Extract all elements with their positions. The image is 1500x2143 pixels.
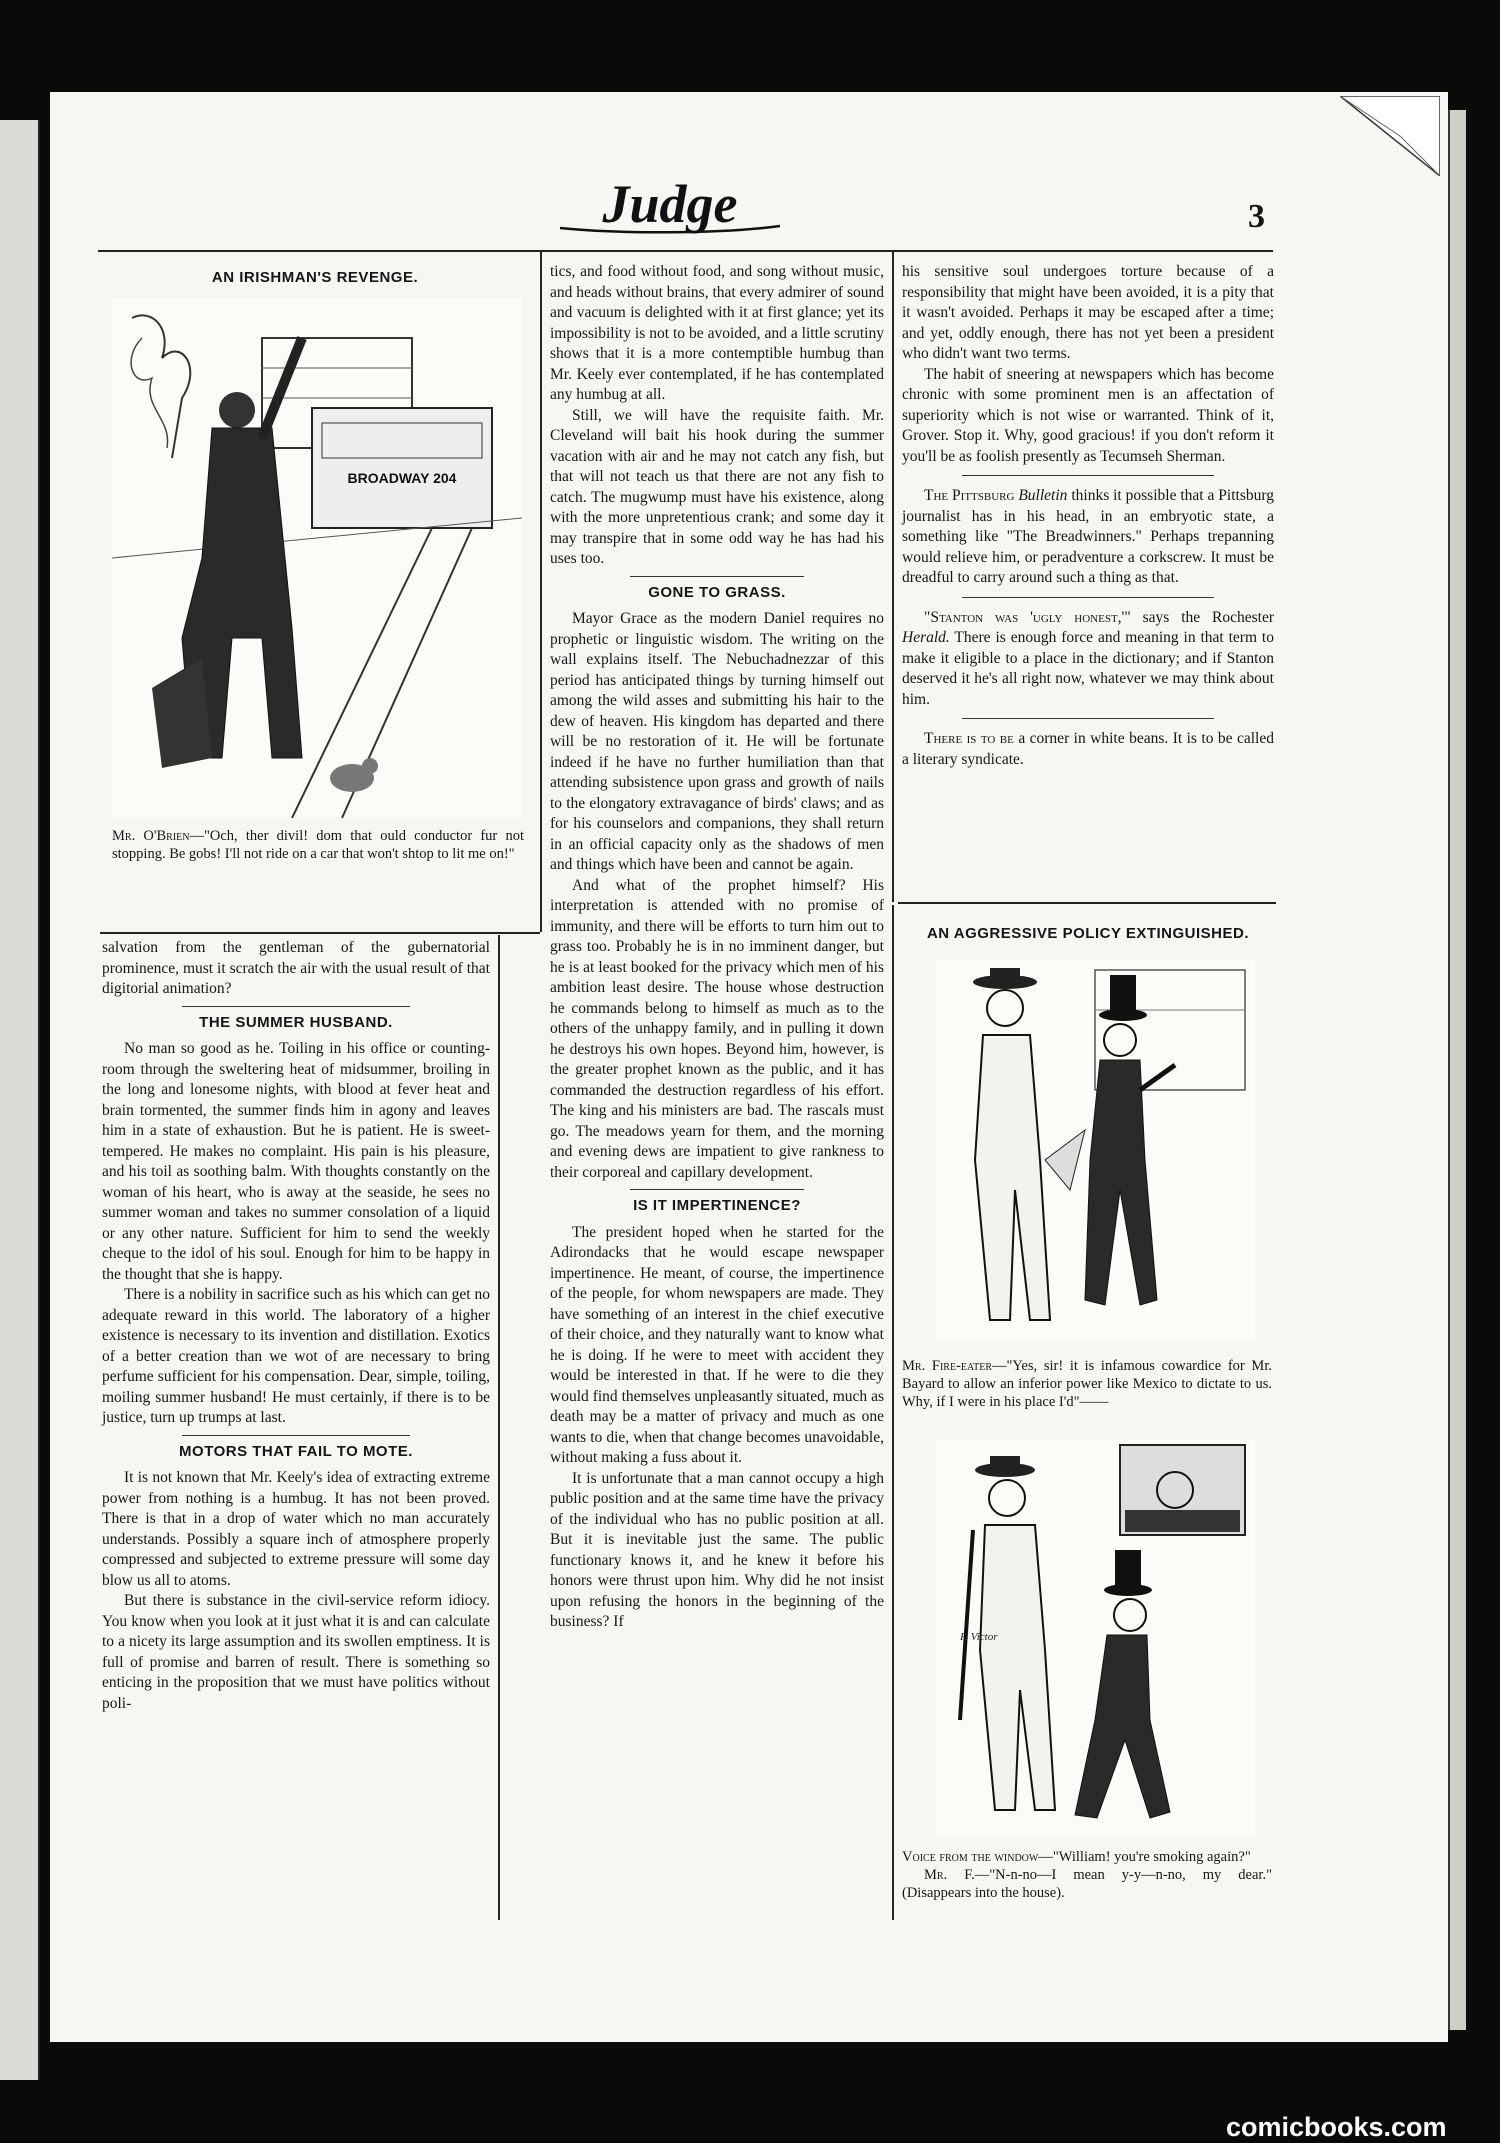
folded-corner-icon bbox=[1340, 96, 1440, 176]
gone-to-grass-para-2: And what of the prophet himself? His interpretation is attended with no promise of immunity, and there will be efforts to turn him out to grass too. Probably he is in no imminent danger, but he is at least booked for the privacy which men of his ambition least desire. The house whose destruction he commands belong to himself as much as to the others of the unhappy family, and in pulling it down he destroys his own hopes. Beyond him, however, is the greater prophet known as the public, and it has commanded the destruction regardless of his effort. The king and his ministers are bad. The rascals must go. The meadows yearn for them, and the morning and evening dews are impatient to give rankness to their corporeal and capillary development. bbox=[550, 876, 884, 1181]
gone-to-grass-para-1: Mayor Grace as the modern Daniel requires no prophetic or linguistic wisdom. The writing on the wall explains itself. The Nebuchadnezzar of this period has anticipated things by turning himself out among the wild asses and submitting his hair to the dew of heaven. His kingdom has departed and there will be no restoration of it. He will be fortunate indeed if he have no further humiliation than that attending subsistence upon grass and growth of nails to the elongatory extravagance of birds' claws; and as for his counselors and companions, they shall return in an official capacity only as the shadows of men and things which have been and cannot be again. bbox=[550, 610, 884, 873]
irishman-title: AN IRISHMAN'S REVENGE. bbox=[211, 269, 419, 286]
continuation-text: salvation from the gentleman of the gubernatorial prominence, must it scratch the air with the usual result of that digitorial animation? bbox=[102, 939, 490, 997]
irishman-caption-speaker: Mr. O'Brien bbox=[112, 828, 190, 844]
divider bbox=[962, 597, 1214, 598]
beans-lead: There is to be bbox=[924, 730, 1014, 747]
stanton-paper: Herald. bbox=[902, 629, 950, 646]
bulletin-para bbox=[902, 486, 1274, 589]
beans-para bbox=[902, 729, 1274, 770]
divider bbox=[182, 1435, 410, 1436]
column-2 bbox=[550, 262, 884, 1633]
column-1-bottom bbox=[102, 938, 490, 1714]
civil-service-continuation: tics, and food without food, and song without music, and heads without brains, that every admirer of sound and vacuum is delighted with it at first glance; yet its impossibility is not to be avoided, and a little scrutiny shows that it is a more contemptible humbug than Mr. Keely ever contemplated, if he has contemplated any humbug at all. bbox=[550, 263, 884, 403]
stanton-quote: "Stanton was 'ugly honest,'" bbox=[924, 608, 1131, 626]
aggressive-policy-illustration-1 bbox=[935, 960, 1255, 1340]
caption-1-speaker: Mr. Fire-eater bbox=[902, 1358, 992, 1374]
president-continuation: his sensitive soul undergoes torture because of a responsibility that might have been avoided, it is a pity that it wasn't avoided. Perhaps it may be escaped after a time; and yet, oddly enough, there has not yet been a president who didn't want two terms. bbox=[902, 263, 1274, 362]
gone-to-grass-title: GONE TO GRASS. bbox=[648, 583, 786, 601]
newspapers-para: The habit of sneering at newspapers which has become chronic with some prominent men is an affectation of superiority which is not wise or warranted. Think of it, Grover. Stop it. Why, good gracious! if you don't reform it you'll be as foolish presently as Tecumseh Sherman. bbox=[902, 365, 1274, 465]
stanton-para bbox=[902, 608, 1274, 711]
aggressive-policy-illustration-2 bbox=[935, 1440, 1255, 1835]
page-number: 3 bbox=[1248, 198, 1265, 235]
motors-para-2: But there is substance in the civil-service reform idiocy. You know when you look at it just what it is and can calculate to a nicety its large assumption and its swollen emptiness. It is full of promise and barren of result. There is something so enticing in the proposition that we must have politics without poli- bbox=[102, 1592, 490, 1712]
aggressive-policy-title: AN AGGRESSIVE POLICY EXTINGUISHED. bbox=[926, 925, 1250, 942]
divider bbox=[182, 1006, 410, 1007]
masthead-title: Judge bbox=[602, 174, 738, 234]
column-rule-lower-2 bbox=[892, 905, 894, 1920]
divider bbox=[962, 475, 1214, 476]
column-1-top bbox=[100, 262, 530, 295]
book-edge-right bbox=[1448, 110, 1466, 2030]
cartoon-caption-1 bbox=[902, 1357, 1272, 1411]
masthead-logo bbox=[540, 170, 800, 240]
streetcar-sign: BROADWAY 204 bbox=[347, 470, 457, 486]
divider bbox=[630, 1189, 804, 1190]
caption-1-text: —"Yes, sir! it is infamous cowardice for Mr. Bayard to allow an inferior power like Mexico to dictate to us. Why, if I were in his place I'd"—— bbox=[902, 1358, 1272, 1410]
section-rule bbox=[100, 932, 540, 934]
cartoon-caption-2 bbox=[902, 1848, 1272, 1902]
artist-signature: F. Victor bbox=[960, 1631, 998, 1643]
divider bbox=[630, 576, 804, 577]
section-rule-right bbox=[898, 902, 1276, 904]
bulletin-name: Bulletin bbox=[1018, 487, 1068, 504]
impertinence-title: IS IT IMPERTINENCE? bbox=[633, 1197, 801, 1214]
caption-3-speaker: Mr. F. bbox=[924, 1867, 975, 1883]
impertinence-para-1: The president hoped when he started for the Adirondacks that he would escape newspaper impertinence. He meant, of course, the impertinence of the people, for whom newspapers are made. They have something of an interest in the chief executive of their choice, and they naturally want to know what he is doing. If he were to meet with accident they would be interested in that. If he were to die they would find themselves unpleasantly situated, much as death may be a matter of privacy and much as one wants to die, when that change becomes unavoidable, without making a fuss about it. bbox=[550, 1223, 884, 1466]
beans-text: a corner in white beans. It is to be called a literary syndicate. bbox=[902, 730, 1274, 768]
mugwump-para: Still, we will have the requisite faith. Mr. Cleveland will bait his hook during the summer vacation with air and he may not catch any fish, but that will not teach us that there are not any fish to catch. The mugwump must have his existence, along with the more unpretentious crank; and some day it may transpire that in some odd way he has had his uses too. bbox=[550, 406, 884, 567]
caption-2-line bbox=[902, 1848, 1272, 1866]
column-rule-lower-1 bbox=[498, 935, 500, 1920]
column-3 bbox=[902, 262, 1274, 770]
summer-husband-para-1: No man so good as he. Toiling in his office or counting-room through the sweltering heat of midsummer, broiling in the long and lonesome nights, with blood at fever heat and brain tormented, the summer finds him in agony and leaves him in a state of exhaustion. But he is patient. He is sweet-tempered. He makes no complaint. His pain is his pleasure, and his toil as soothing balm. With thoughts constantly on the woman of his heart, who is away at the seaside, he sees no summer woman and takes no summer consolation of a liquid or any other nature. Sufficient for him to send the weekly cheque to the idol of his soul. Enough for him to be happy in the thought that she is happy. bbox=[102, 1040, 490, 1283]
book-spine-left bbox=[0, 120, 40, 2080]
caption-2-speaker: Voice from the window bbox=[902, 1849, 1039, 1865]
header-rule bbox=[98, 250, 1273, 252]
motors-title: MOTORS THAT FAIL TO MOTE. bbox=[179, 1442, 413, 1460]
irishman-illustration bbox=[112, 298, 522, 818]
watermark: comicbooks.com bbox=[1226, 2112, 1447, 2142]
caption-3-line bbox=[902, 1866, 1272, 1902]
cartoon-title-block bbox=[902, 918, 1274, 951]
stanton-mid: says the Rochester bbox=[1142, 608, 1275, 626]
summer-husband-title: THE SUMMER HUSBAND. bbox=[199, 1013, 393, 1031]
bulletin-lead: The Pittsburg bbox=[924, 487, 1015, 504]
divider bbox=[962, 718, 1214, 719]
irishman-caption bbox=[112, 827, 524, 863]
summer-husband-para-2: There is a nobility in sacrifice such as his which can get no adequate reward in this world. The laboratory of a higher existence is necessary to its invention and distillation. Exotics of a better creation than we wot of are necessary to bring perfume sufficient for his compensation. Dear, simple, toiling, moiling summer husband! He must certainly, if there is to be justice, turn up trumps at last. bbox=[102, 1286, 490, 1426]
motors-para-1: It is not known that Mr. Keely's idea of extracting extreme power from nothing is a humbug. It has not been proved. There is that in a drop of water which no man accurately understands. Possibly a square inch of atmosphere properly compressed and subjected to extreme pressure will some day blow us all to atoms. bbox=[102, 1469, 490, 1589]
column-rule-2 bbox=[892, 252, 894, 902]
column-rule-1 bbox=[540, 252, 542, 932]
impertinence-para-2: It is unfortunate that a man cannot occupy a high public position and at the same time have the privacy of the individual who has no public position at all. But it is inevitable just the same. The public functionary knows it, and he knew it before his honors were thrust upon him. Why did he not insist upon refusing the honors in the beginning of the business? If bbox=[550, 1469, 884, 1630]
bulletin-text: thinks it possible that a Pittsburg journalist has in his head, in an embryotic state, a something like "The Breadwinners." Perhaps trepanning would relieve him, or peradventure a corkscrew. It must be dreadful to carry around such a thing as that. bbox=[902, 487, 1274, 586]
caption-2-text: —"William! you're smoking again?" bbox=[1038, 1849, 1251, 1865]
irishman-caption-text: —"Och, ther divil! dom that ould conductor fur not stopping. Be gobs! I'll not ride on a car that won't shtop to lit me on!" bbox=[112, 828, 524, 862]
stanton-text: There is enough force and meaning in that term to make it eligible to a place in the dictionary; and if Stanton deserved it he's all right now, whatever we may think about him. bbox=[902, 629, 1274, 708]
caption-3-text: —"N-n-no—I mean y-y—n-no, my dear." (Disappears into the house). bbox=[902, 1867, 1272, 1901]
